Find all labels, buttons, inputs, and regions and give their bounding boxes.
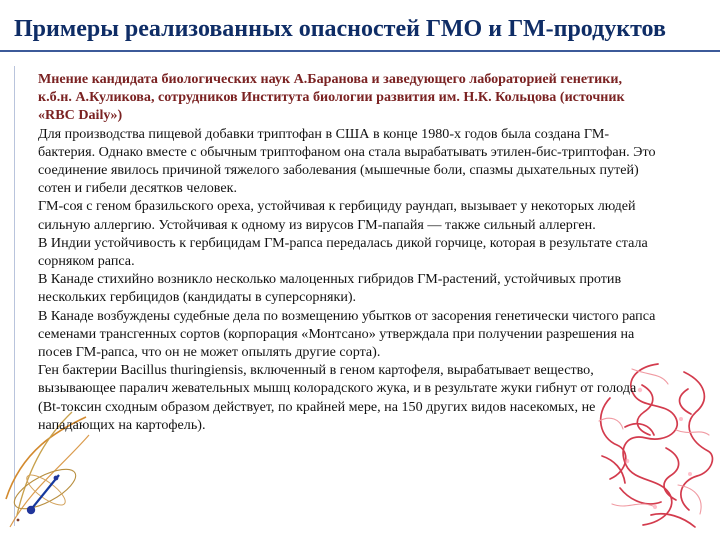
canada-lawsuit-paragraph: В Канаде возбуждены судебные дела по возмещению убытков от засорения генетически чистого рапса семенами трансгенных сортов (корпорация «Монтсано» утверждала при получении разрешения на посев ГМ-рапса, что он не может опылять другие сорта). [38, 307, 656, 361]
canada-hybrid-paragraph: В Канаде стихийно возникло несколько малоценных гибридов ГМ-растений, устойчивых против нескольких гербицидов (кандидаты в суперсорняки). [38, 271, 622, 306]
india-paragraph: В Индии устойчивость к гербицидам ГМ-рапса передалась дикой горчице, которая в результате стала сорняком рапса. [38, 234, 648, 270]
title-divider [0, 50, 720, 52]
soy-paragraph: ГМ-соя с геном бразильского ореха, устойчивая к гербициду раундап, вызывает у некоторых людей сильную аллергию. Устойчивая к одному из вирусов ГМ-папайя — также сильный аллерген. [38, 198, 636, 233]
slide-title: Примеры реализованных опасностей ГМО и ГМ-продуктов [14, 16, 666, 42]
bt-potato-paragraph: Ген бактерии Bacillus thuringiensis, включенный в геном картофеля, вырабатывает вещество, вызывающее паралич жевательных мышц колорадского жука, и в результате жуки гибнут от голода (Bt-токсин сходным образом действует, по крайней мере, на 150 других видов насекомых, не нападающих на картофель). [38, 362, 637, 433]
tryptophan-paragraph: Для производства пищевой добавки триптофан в США в конце 1980-х годов была создана ГМ-бактерия. Однако вместе с обычным триптофаном она стала вырабатывать этилен-бис-триптофан. Это соединение явилось причиной тяжелого заболевания (мышечные боли, спазмы дыхательных путей) сотен и гибели десятков человек. [38, 125, 656, 197]
content-area [38, 70, 658, 434]
source-paragraph: Мнение кандидата биологических наук А.Баранова и заведующего лабораторией генетики, к.б.н. А.Куликова, сотрудников Института биологии развития им. Н.К. Кольцова (источник «RBC Daily») [38, 71, 625, 124]
